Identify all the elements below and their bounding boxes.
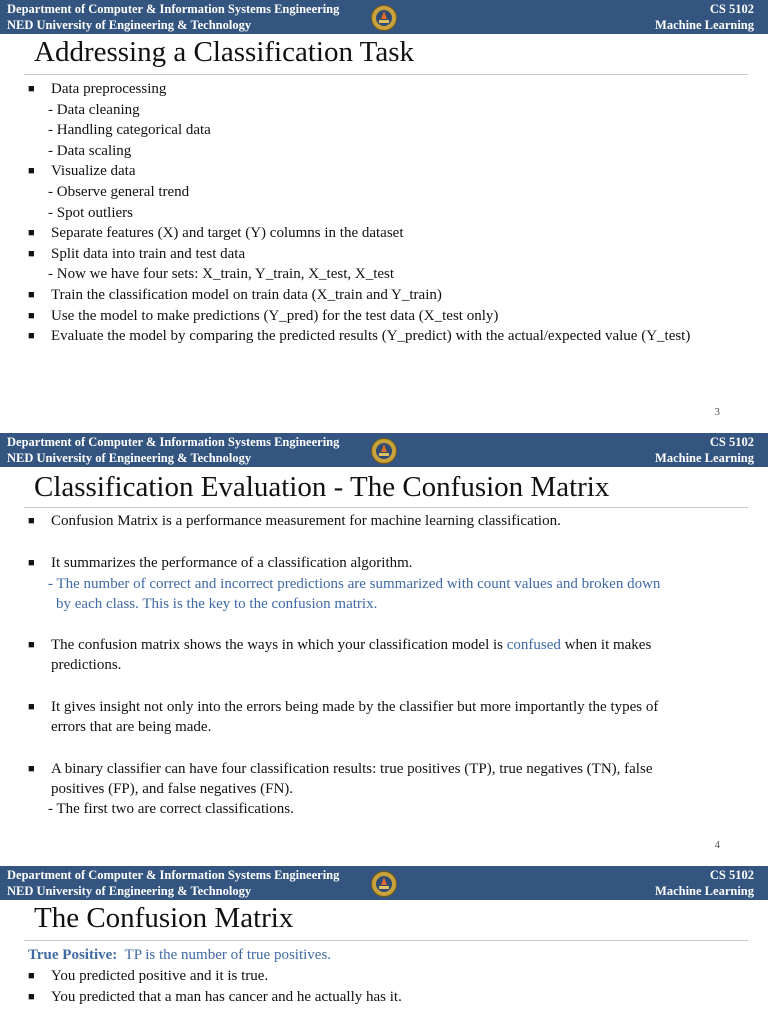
header-dept: Department of Computer & Information Systems Engineering [7, 2, 340, 16]
bullet-icon: ■ [28, 557, 35, 569]
slide-title: Classification Evaluation - The Confusion Matrix [34, 471, 610, 503]
bullet-icon: ■ [28, 309, 35, 322]
sub-point-text: - Spot outliers [48, 204, 133, 221]
header-course-name: Machine Learning [655, 18, 754, 32]
title-divider [24, 940, 748, 941]
text-part: when it makes [560, 637, 652, 653]
bullet-icon: ■ [28, 289, 35, 301]
sub-point-text: - Handling categorical data [48, 122, 211, 139]
bullet-icon: ■ [28, 83, 35, 95]
header-dept: Department of Computer & Information Systems Engineering [7, 868, 340, 882]
bullet-icon: ■ [28, 991, 35, 1003]
bullet-text-continued: errors that are being made. [51, 719, 212, 735]
header-dept: Department of Computer & Information Systems Engineering [7, 435, 340, 449]
page-number: 4 [714, 839, 720, 851]
header-course-name: Machine Learning [655, 884, 754, 898]
page-number: 3 [714, 406, 720, 418]
bullet-icon: ■ [28, 639, 35, 651]
slide-header [0, 433, 768, 467]
slide-1 [0, 0, 768, 432]
highlighted-word: confused [506, 637, 561, 653]
bullet-text [51, 635, 651, 655]
header-university: NED University of Engineering & Technology [7, 451, 252, 465]
university-logo-icon [370, 437, 398, 465]
slide-title: The Confusion Matrix [34, 902, 294, 934]
bullet-text: Split data into train and test data [51, 245, 246, 262]
sub-point-text: - Data scaling [48, 142, 132, 159]
bullet-icon: ■ [28, 227, 35, 240]
bullet-text: Use the model to make predictions (Y_pred) for the test data (X_test only) [51, 307, 499, 324]
header-course-code: CS 5102 [709, 435, 754, 449]
term-definition: TP is the number of true positives. [124, 947, 332, 963]
bullet-icon: ■ [28, 515, 35, 527]
university-logo-icon [370, 870, 398, 898]
text-part: The confusion matrix shows the ways in which your classification model is [51, 637, 507, 653]
slide-title: Addressing a Classification Task [34, 36, 415, 68]
title-divider [24, 507, 748, 508]
header-university: NED University of Engineering & Technology [7, 884, 252, 898]
header-course-code: CS 5102 [709, 868, 754, 882]
slide-3 [0, 866, 768, 1024]
university-logo-icon [370, 4, 398, 32]
sub-point-text: - Now we have four sets: X_train, Y_train, X_test, X_test [48, 266, 395, 283]
bullet-text: Data preprocessing [51, 81, 167, 97]
bullet-text: Visualize data [51, 163, 136, 180]
sub-point-text: - Observe general trend [48, 184, 190, 200]
bullet-text: A binary classifier can have four classification results: true positives (TP), true negatives (TN), false [51, 761, 653, 777]
bullet-icon: ■ [28, 165, 35, 178]
definition-line [28, 945, 331, 965]
slide-header [0, 0, 768, 34]
sub-point-text: - Data cleaning [48, 101, 140, 118]
slide-2 [0, 433, 768, 865]
bullet-text: Evaluate the model by comparing the predicted results (Y_predict) with the actual/expected value (Y_test) [51, 328, 691, 345]
slide-header [0, 866, 768, 900]
header-course-code: CS 5102 [709, 2, 754, 16]
bullet-text: Train the classification model on train data (X_train and Y_train) [51, 287, 442, 303]
bullet-text: Confusion Matrix is a performance measurement for machine learning classification. [51, 513, 561, 529]
title-divider [24, 74, 748, 75]
bullet-icon: ■ [28, 330, 35, 343]
header-university: NED University of Engineering & Technology [7, 18, 252, 32]
sub-point-text: by each class. This is the key to the confusion matrix. [56, 596, 378, 612]
bullet-text: It gives insight not only into the errors being made by the classifier but more importantly the types of [51, 699, 659, 715]
term-label: True Positive: [28, 947, 118, 963]
sub-point-text: - The number of correct and incorrect predictions are summarized with count values and broken down [48, 576, 661, 592]
bullet-text-continued: predictions. [51, 657, 122, 673]
bullet-text: It summarizes the performance of a classification algorithm. [51, 555, 413, 571]
bullet-text: Separate features (X) and target (Y) columns in the dataset [51, 225, 404, 242]
header-course-name: Machine Learning [655, 451, 754, 465]
bullet-icon: ■ [28, 970, 35, 982]
bullet-icon: ■ [28, 763, 35, 775]
bullet-text-continued: positives (FP), and false negatives (FN). [51, 781, 294, 797]
bullet-icon: ■ [28, 247, 35, 260]
sub-point-text: - The first two are correct classifications. [48, 801, 294, 817]
bullet-text: You predicted positive and it is true. [51, 968, 269, 984]
bullet-icon: ■ [28, 701, 35, 713]
bullet-text: You predicted that a man has cancer and he actually has it. [51, 989, 402, 1005]
